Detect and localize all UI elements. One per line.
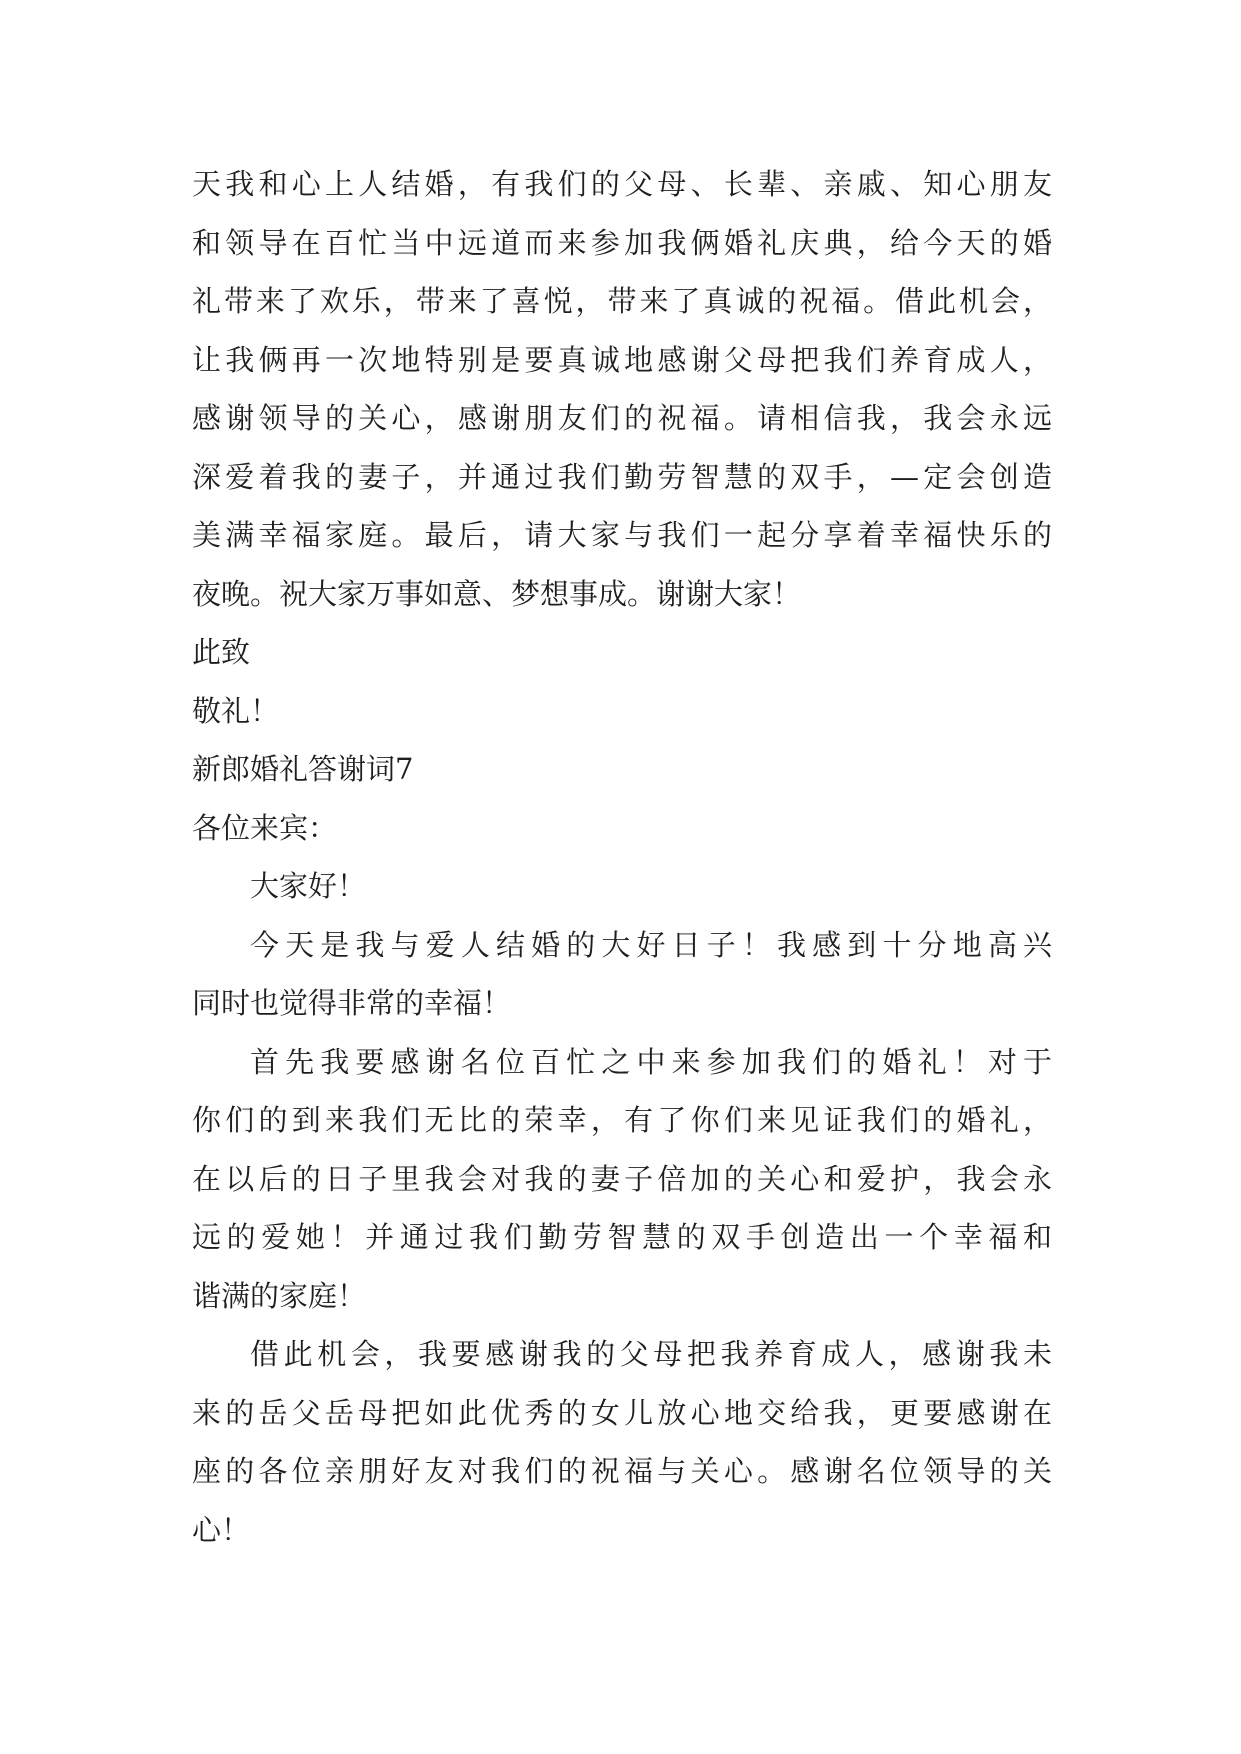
speech-paragraph — [192, 916, 1052, 1033]
text-line: 美满幸福家庭。最后，请大家与我们一起分享着幸福快乐的 — [192, 518, 1052, 552]
section-title: 新郎婚礼答谢词7 — [192, 752, 414, 786]
text-line: 心！ — [192, 1512, 251, 1547]
text-line: 在以后的日子里我会对我的妻子倍加的关心和爱护，我会永 — [192, 1161, 1052, 1196]
text-line: 深爱着我的妻子，并通过我们勤劳智慧的双手，—定会创造 — [192, 459, 1052, 494]
text-line: 座的各位亲朋好友对我们的祝福与关心。感谢名位领导的关 — [192, 1454, 1052, 1488]
speech-paragraph — [192, 1033, 1052, 1326]
speech-opening: 大家好！ — [250, 869, 367, 903]
text-line: 首先我要感谢名位百忙之中来参加我们的婚礼！对于 — [250, 1044, 1052, 1079]
text-line: 天我和心上人结婚，有我们的父母、长辈、亲戚、知心朋友 — [192, 167, 1052, 201]
text-line: 礼带来了欢乐，带来了喜悦，带来了真诚的祝福。借此机会， — [192, 284, 1052, 318]
text-line: 夜晚。祝大家万事如意、梦想事成。谢谢大家！ — [192, 576, 802, 611]
speech-greeting: 各位来宾： — [192, 810, 338, 845]
text-line: 让我俩再一次地特别是要真诚地感谢父母把我们养育成人， — [192, 342, 1052, 377]
text-line: 感谢领导的关心，感谢朋友们的祝福。请相信我，我会永远 — [192, 401, 1052, 435]
text-line: 远的爱她！并通过我们勤劳智慧的双手创造出一个幸福和 — [192, 1220, 1052, 1254]
speech-paragraph — [192, 1325, 1052, 1559]
previous-speech-closing-paragraph — [192, 155, 1052, 623]
letter-closing: 此致 — [192, 635, 251, 669]
text-line: 同时也觉得非常的幸福！ — [192, 986, 512, 1020]
text-line: 你们的到来我们无比的荣幸，有了你们来见证我们的婚礼， — [192, 1103, 1052, 1137]
text-line: 谐满的家庭！ — [192, 1278, 367, 1313]
text-line: 今天是我与爱人结婚的大好日子！我感到十分地高兴 — [250, 927, 1052, 962]
text-line: 借此机会，我要感谢我的父母把我养育成人，感谢我未 — [250, 1337, 1052, 1371]
document-body — [192, 155, 1052, 1559]
letter-salutation: 敬礼！ — [192, 693, 280, 728]
text-line: 来的岳父岳母把如此优秀的女儿放心地交给我，更要感谢在 — [192, 1395, 1052, 1430]
text-line: 和领导在百忙当中远道而来参加我俩婚礼庆典，给今天的婚 — [192, 225, 1052, 260]
